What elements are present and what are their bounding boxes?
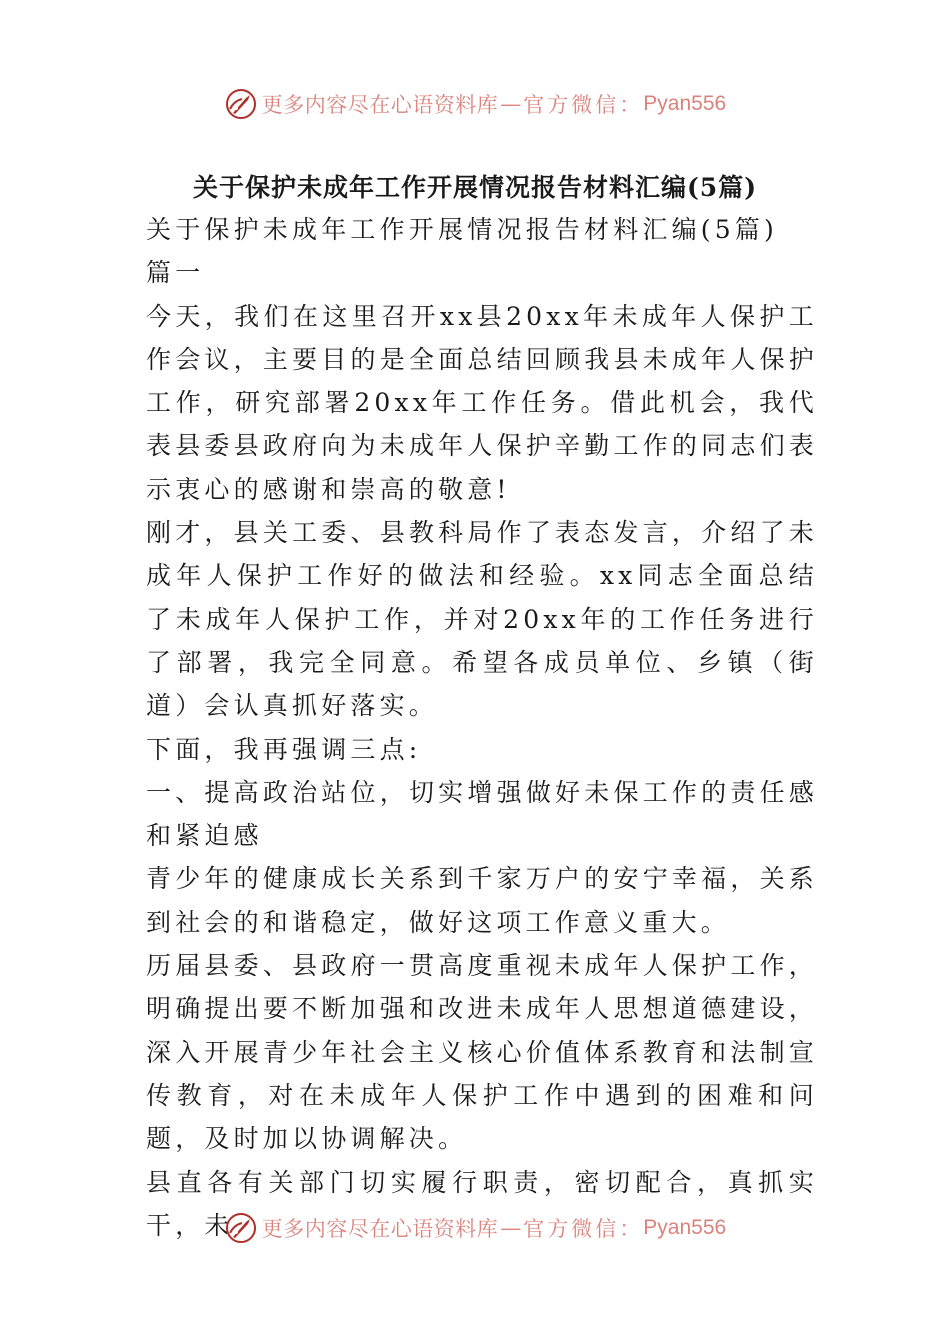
watermark-wechat-id: Pyan556 [643, 1216, 727, 1239]
watermark-wechat-id: Pyan556 [643, 92, 727, 115]
watermark-text: 更多内容尽在心语资料库 [261, 93, 499, 117]
pen-nib-logo-icon [224, 87, 258, 121]
paragraph: 青少年的健康成长关系到千家万户的安宁幸福，关系到社会的和谐稳定，做好这项工作意义重大。 [146, 864, 818, 937]
paragraph: 县直各有关部门切实履行职责，密切配合，真抓实干，未 [146, 1167, 818, 1240]
watermark-banner-top [0, 82, 950, 126]
paragraph: 篇一 [146, 258, 205, 288]
paragraph: 下面，我再强调三点: [146, 734, 422, 764]
pen-nib-logo-icon [224, 1211, 258, 1245]
document-title: 关于保护未成年工作开展情况报告材料汇编(5篇) [192, 173, 758, 202]
paragraph: 今天，我们在这里召开xx县20xx年未成年人保护工作会议，主要目的是全面总结回顾我县未成年人保护工作，研究部署20xx年工作任务。借此机会，我代表县委县政府向为未成年人保护辛勤工作的同志们表示衷心的感谢和崇高的敬意! [146, 301, 818, 504]
watermark-text: 更多内容尽在心语资料库 [261, 1217, 499, 1241]
paragraph: 历届县委、县政府一贯高度重视未成年人保护工作，明确提出要不断加强和改进未成年人思想道德建设，深入开展青少年社会主义核心价值体系教育和法制宣传教育，对在未成年人保护工作中遇到的困难和问题，及时加以协调解决。 [146, 951, 818, 1154]
watermark-separator: — [500, 92, 522, 116]
paragraph: 关于保护未成年工作开展情况报告材料汇编(5篇) [146, 215, 779, 244]
paragraph: 刚才，县关工委、县教科局作了表态发言，介绍了未成年人保护工作好的做法和经验。xx同志全面总结了未成年人保护工作，并对20xx年的工作任务进行了部署，我完全同意。希望各成员单位、乡镇（街道）会认真抓好落实。 [146, 518, 818, 721]
watermark-wechat-label: 官方微信： [523, 93, 644, 117]
document-body [146, 208, 818, 1247]
watermark-wechat-label: 官方微信： [523, 1217, 644, 1241]
watermark-separator: — [500, 1216, 522, 1240]
watermark-banner-bottom [0, 1206, 950, 1250]
paragraph: 一、提高政治站位，切实增强做好未保工作的责任感和紧迫感 [146, 777, 818, 851]
